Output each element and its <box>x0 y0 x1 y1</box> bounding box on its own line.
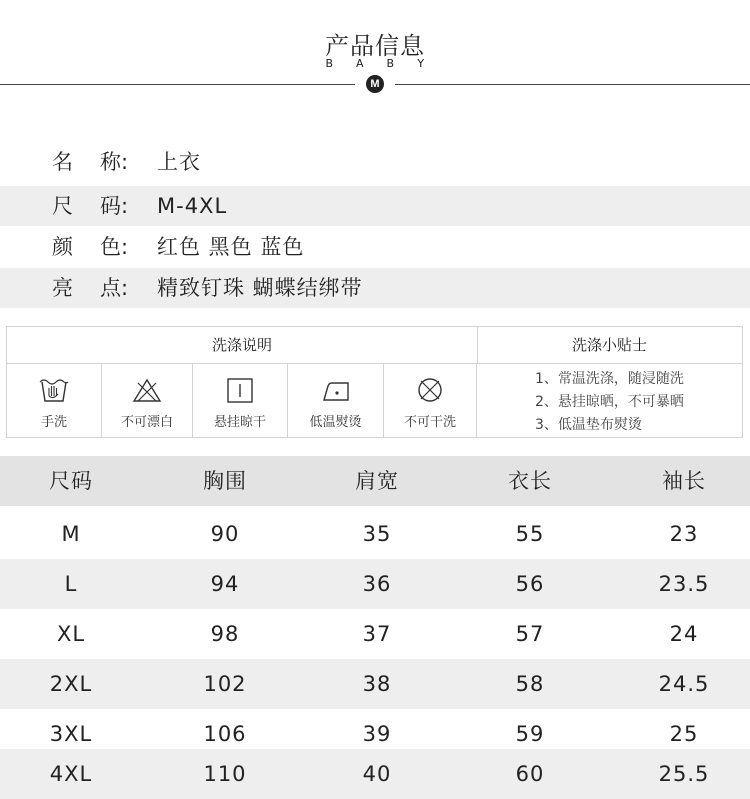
info-row-name <box>0 142 750 182</box>
table-cell: XL <box>56 622 86 646</box>
table-cell: 36 <box>362 572 392 596</box>
table-cell: 39 <box>362 722 392 746</box>
table-cell: 38 <box>362 672 392 696</box>
table-row <box>0 509 750 559</box>
no-bleach-icon <box>132 376 162 404</box>
subtitle-letter: A <box>355 57 364 70</box>
table-cell: 2XL <box>49 672 93 696</box>
subtitle-letter: Y <box>417 57 425 70</box>
wash-symbol-label: 低温熨烫 <box>309 415 362 430</box>
table-cell: 57 <box>515 622 545 646</box>
tip-item: 3、低温垫布熨烫 <box>535 417 642 433</box>
column-header: 尺码 <box>49 469 93 493</box>
m-badge-icon: M <box>366 75 384 93</box>
washing-box <box>6 326 743 438</box>
table-cell: 24.5 <box>658 672 710 696</box>
wash-symbol-label: 手洗 <box>40 415 67 430</box>
info-value: M-4XL <box>157 194 228 218</box>
table-cell: 102 <box>203 672 247 696</box>
column-header: 肩宽 <box>355 469 399 493</box>
no-dry-clean-icon <box>415 376 445 404</box>
washing-tips <box>477 364 742 438</box>
hang-dry-icon <box>225 376 255 404</box>
table-cell: 25 <box>669 722 699 746</box>
divider-right <box>395 84 750 85</box>
wash-symbol-label: 悬挂晾干 <box>213 415 266 430</box>
info-value: 上衣 <box>157 150 201 174</box>
info-key: 色: <box>100 235 129 259</box>
wash-symbol-label: 不可漂白 <box>120 415 173 430</box>
washing-instructions-title: 洗涤说明 <box>7 327 478 364</box>
info-value: 精致钉珠 蝴蝶结绑带 <box>157 276 363 300</box>
table-cell: 25.5 <box>658 762 710 786</box>
tip-item: 2、悬挂晾晒，不可暴晒 <box>535 394 684 410</box>
table-cell: 106 <box>203 722 247 746</box>
info-row-color <box>0 227 750 267</box>
info-key: 尺 <box>52 194 73 218</box>
column-header: 衣长 <box>508 469 552 493</box>
info-key: 称: <box>100 150 129 174</box>
table-cell: 23.5 <box>658 572 710 596</box>
divider-left <box>0 84 355 85</box>
table-cell: 24 <box>669 622 699 646</box>
info-value: 红色 黑色 蓝色 <box>157 235 305 259</box>
size-table-header <box>0 456 750 506</box>
table-cell: 35 <box>362 522 392 546</box>
hand-wash-icon <box>39 376 69 404</box>
table-row <box>0 559 750 609</box>
table-cell: 94 <box>210 572 240 596</box>
table-cell: 59 <box>515 722 545 746</box>
wash-symbol-no-bleach <box>102 364 193 438</box>
table-cell: L <box>64 572 78 596</box>
table-cell: 4XL <box>49 762 93 786</box>
subtitle <box>0 57 750 70</box>
table-cell: 40 <box>362 762 392 786</box>
wash-symbol-hand-wash <box>7 364 102 438</box>
table-cell: 110 <box>203 762 247 786</box>
info-key: 码: <box>100 194 129 218</box>
tip-item: 1、常温洗涤，随浸随洗 <box>535 371 684 387</box>
table-cell: 3XL <box>49 722 93 746</box>
table-cell: 23 <box>669 522 699 546</box>
table-cell: 56 <box>515 572 545 596</box>
table-cell: 60 <box>515 762 545 786</box>
wash-symbol-label: 不可干洗 <box>403 415 456 430</box>
info-key: 名 <box>52 150 73 174</box>
low-iron-icon <box>321 376 351 404</box>
table-cell: 37 <box>362 622 392 646</box>
subtitle-letter: B <box>386 57 395 70</box>
info-row-size <box>0 186 750 226</box>
info-row-highlight <box>0 268 750 308</box>
table-cell: 98 <box>210 622 240 646</box>
info-key: 亮 <box>52 276 73 300</box>
subtitle-letter: B <box>325 57 334 70</box>
wash-symbol-no-dry-clean <box>384 364 477 438</box>
column-header: 胸围 <box>203 469 247 493</box>
info-key: 颜 <box>52 235 73 259</box>
table-cell: 90 <box>210 522 240 546</box>
table-cell: 55 <box>515 522 545 546</box>
wash-symbol-hang-dry <box>193 364 288 438</box>
info-key: 点: <box>100 276 129 300</box>
table-cell: M <box>61 522 81 546</box>
table-row <box>0 659 750 709</box>
page-title: 产品信息 <box>325 32 425 60</box>
table-row <box>0 749 750 799</box>
table-row <box>0 609 750 659</box>
table-cell: 58 <box>515 672 545 696</box>
washing-tips-title: 洗涤小贴士 <box>477 327 742 364</box>
wash-symbol-low-iron <box>288 364 384 438</box>
column-header: 袖长 <box>662 469 706 493</box>
